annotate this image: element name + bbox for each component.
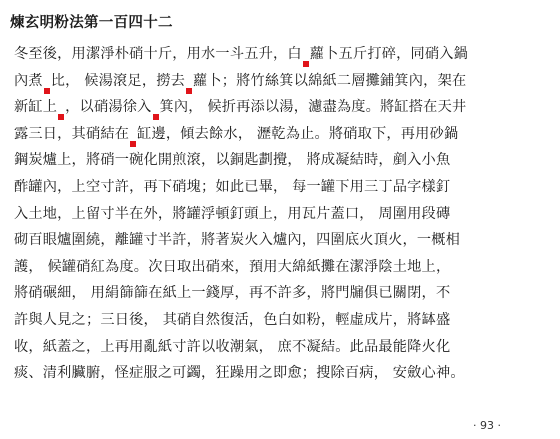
text-line — [14, 70, 554, 97]
text-segment: 痰、清利臟腑，怪症服之可蠲，狂躁用之即愈；搜除百病， 安斂心神。 — [14, 365, 465, 382]
page-title: 煉玄明粉法第一百四十二 — [10, 15, 173, 31]
text-segment: 酢罐內，上空寸許，再下硝塊；如此已畢， 每一罐下用三丁品字樣釘 — [14, 178, 451, 195]
text-segment: 新缸上 — [14, 99, 58, 116]
text-line — [14, 149, 554, 176]
text-segment: 內煮 — [14, 72, 43, 89]
text-line — [14, 96, 554, 123]
text-line — [14, 203, 554, 230]
red-edit-mark — [303, 61, 309, 67]
text-segment: 收，紙蓋之，上再用亂紙寸許以收潮氣， 庶不凝結。此品最能降火化 — [14, 338, 451, 355]
text-segment: 護， 候罐硝紅為度。次日取出硝來，預用大綿紙攤在潔淨陰土地上， — [14, 258, 451, 275]
text-segment: 冬至後，用潔淨朴硝十斤，用水一斗五升，白 — [14, 46, 302, 62]
text-segment: 許與人見之；三日後， 其硝自然復活，色白如粉，輕虛成片，將缽盛 — [14, 311, 451, 328]
text-line — [14, 282, 554, 309]
text-segment: 箕內， 候折再添以湯，濾盡為度。將缸搭在天井 — [159, 99, 467, 116]
red-edit-mark — [153, 114, 159, 120]
red-edit-mark — [130, 141, 136, 147]
text-line — [14, 336, 554, 363]
text-segment: 砌百眼爐圍繞，離罐寸半許，將著炭火入爐內，四圍底火頂火，一概相 — [14, 232, 461, 249]
text-line — [14, 229, 554, 256]
text-line — [14, 362, 554, 389]
red-edit-mark — [44, 88, 50, 94]
red-edit-mark — [58, 114, 64, 120]
text-line — [14, 43, 554, 70]
text-line — [14, 256, 554, 283]
text-line — [14, 309, 554, 336]
text-segment: 露三日，其硝結在 — [14, 125, 130, 142]
text-segment: ，以硝湯徐入 — [65, 99, 152, 116]
text-segment: 蘿卜；將竹絲箕以綿紙二層攤鋪箕內，架在 — [192, 72, 467, 89]
text-segment: 將硝碾細， 用絹篩篩在紙上一錢厚，再不許多，將門牖俱已關閉，不 — [14, 285, 451, 302]
page-number: · 93 · — [473, 419, 501, 432]
text-segment: 缸邊，傾去餘水， 瀝乾為止。將硝取下，再用砂鍋 — [137, 125, 459, 142]
text-line — [14, 176, 554, 203]
text-segment: 比， 候湯滾足，撈去 — [50, 72, 185, 89]
text-line — [14, 123, 554, 150]
text-segment: 入土地，上留寸半在外，將罐浮頓釘頭上，用瓦片蓋口， 周圍用段磚 — [14, 205, 451, 222]
body-text — [14, 43, 554, 389]
text-segment: 蘿卜五斤打碎，同硝入鍋 — [309, 46, 469, 62]
text-segment: 鋼炭爐上，將硝一碗化開煎滾，以銅匙劃攪， 將成凝結時，剷入小魚 — [14, 152, 451, 169]
red-edit-mark — [186, 88, 192, 94]
